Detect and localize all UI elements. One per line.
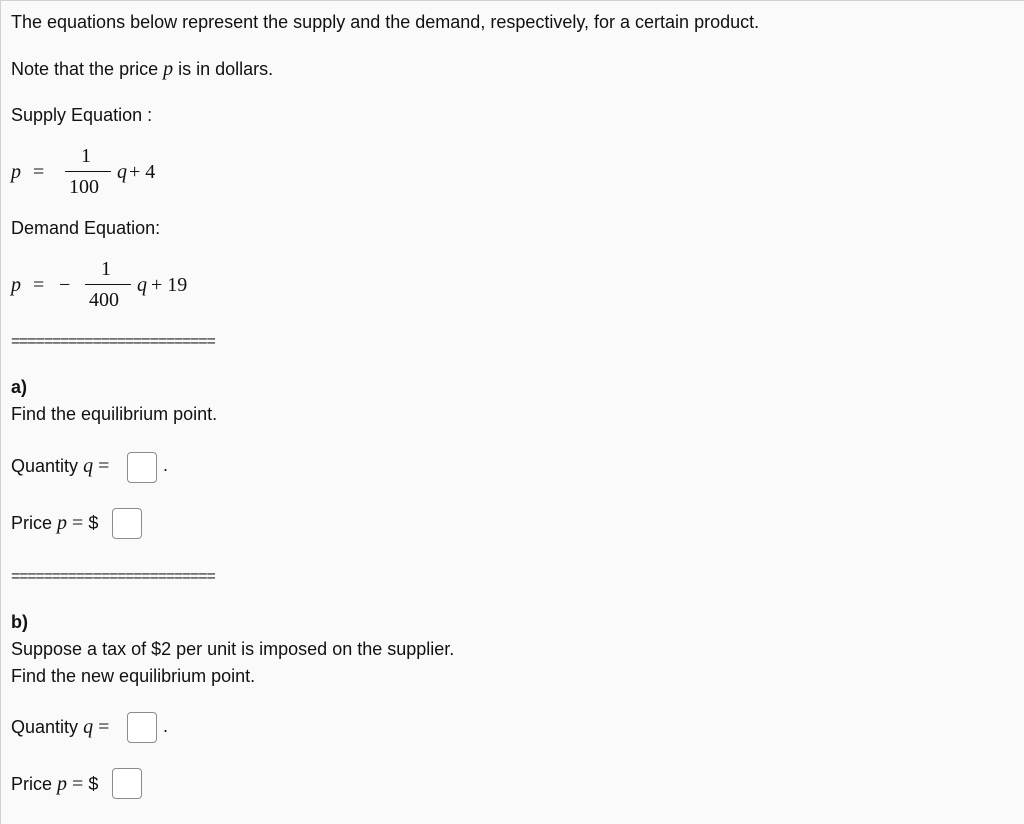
part-b-quantity-input[interactable] (127, 712, 157, 743)
part-a-currency: $ (88, 513, 99, 533)
demand-lhs: p (11, 274, 21, 296)
demand-equation (11, 255, 231, 315)
part-a-quantity-input[interactable] (127, 452, 157, 483)
part-b-price-label (11, 773, 98, 795)
supply-equation (11, 142, 211, 202)
part-a-price-label (11, 512, 98, 534)
price-note-before: Note that the price (11, 59, 164, 79)
supply-numerator: 1 (81, 145, 91, 167)
part-b-prompt-line1: Suppose a tax of $2 per unit is imposed on the supplier. (11, 639, 455, 659)
demand-rest: + 19 (151, 274, 188, 296)
part-b-quantity-period: . (163, 716, 169, 736)
part-a-quantity-equals: = (98, 455, 110, 477)
demand-var: q (137, 274, 147, 296)
part-b-price-text: Price (11, 774, 53, 794)
part-a-price-input[interactable] (112, 508, 142, 539)
part-a-quantity-var: q (83, 455, 94, 477)
demand-fraction-bar (85, 284, 131, 285)
demand-sign: − (59, 274, 71, 296)
part-b-prompt-line2: Find the new equilibrium point. (11, 666, 256, 686)
demand-denominator: 400 (89, 289, 119, 311)
supply-heading: Supply Equation : (11, 105, 153, 125)
price-note-after: is in dollars. (173, 59, 274, 79)
part-b-label: b) (11, 612, 28, 632)
part-b-quantity-var: q (83, 716, 94, 738)
supply-denominator: 100 (69, 176, 99, 198)
supply-rest: + 4 (129, 161, 156, 183)
supply-var: q (117, 161, 127, 183)
demand-numerator: 1 (101, 258, 111, 280)
supply-equals: = (33, 161, 45, 183)
demand-heading: Demand Equation: (11, 218, 161, 238)
part-b-price-equals: = (72, 773, 84, 795)
part-a-quantity-label (11, 455, 109, 477)
supply-lhs: p (11, 161, 21, 183)
part-b-currency: $ (88, 774, 99, 794)
part-b-quantity-label (11, 716, 109, 738)
separator-1: ========================= (11, 333, 215, 350)
part-b-price-input[interactable] (112, 768, 142, 799)
part-a-price-text: Price (11, 513, 53, 533)
part-b-price-var: p (57, 773, 68, 795)
price-note (11, 58, 273, 80)
price-note-var: p (163, 58, 174, 80)
part-b-quantity-equals: = (98, 716, 110, 738)
part-a-price-equals: = (72, 512, 84, 534)
frame-top-border (0, 0, 1024, 1)
part-a-quantity-text: Quantity (11, 456, 79, 476)
frame-left-border (0, 0, 1, 824)
demand-equals: = (33, 274, 45, 296)
part-a-quantity-period: . (163, 455, 169, 475)
part-a-label: a) (11, 377, 28, 397)
part-a-prompt: Find the equilibrium point. (11, 404, 218, 424)
part-a-price-var: p (57, 512, 68, 534)
separator-2: ========================= (11, 568, 215, 585)
part-b-quantity-text: Quantity (11, 717, 79, 737)
intro-text: The equations below represent the supply and the demand, respectively, for a certain product. (11, 12, 760, 32)
supply-fraction-bar (65, 171, 111, 172)
